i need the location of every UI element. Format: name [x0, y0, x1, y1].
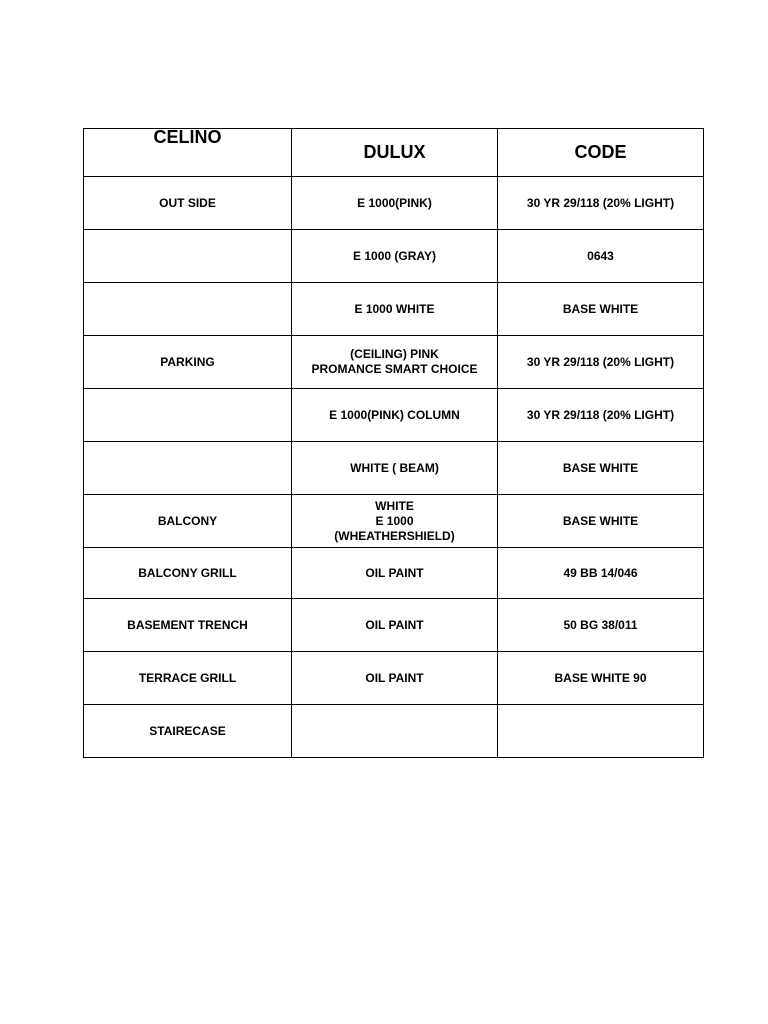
cell-dulux-line: E 1000(PINK) COLUMN — [329, 407, 460, 422]
cell-dulux-line: OIL PAINT — [365, 617, 424, 632]
cell-code: 30 YR 29/118 (20% LIGHT) — [498, 177, 704, 230]
table-row — [84, 177, 704, 230]
cell-dulux-line: E 1000(PINK) — [357, 195, 432, 210]
cell-code: BASE WHITE — [498, 495, 704, 548]
cell-celino: TERRACE GRILL — [84, 652, 292, 705]
cell-dulux-line: OIL PAINT — [365, 565, 424, 580]
table-row — [84, 652, 704, 705]
cell-dulux — [292, 705, 498, 758]
cell-celino — [84, 230, 292, 283]
cell-celino: STAIRECASE — [84, 705, 292, 758]
cell-celino — [84, 442, 292, 495]
table-row — [84, 230, 704, 283]
cell-dulux — [292, 442, 498, 495]
header-dulux: DULUX — [292, 129, 498, 177]
cell-dulux — [292, 495, 498, 548]
cell-dulux-line: E 1000 WHITE — [354, 301, 435, 316]
cell-dulux-line: (WHEATHERSHIELD) — [334, 528, 455, 543]
table-header-row — [84, 129, 704, 177]
cell-dulux-line: E 1000 (GRAY) — [353, 248, 436, 263]
cell-dulux-line: OIL PAINT — [365, 670, 424, 685]
cell-dulux — [292, 652, 498, 705]
cell-dulux — [292, 389, 498, 442]
cell-dulux — [292, 599, 498, 652]
cell-celino — [84, 389, 292, 442]
table-row — [84, 389, 704, 442]
cell-code: BASE WHITE — [498, 283, 704, 336]
cell-dulux — [292, 336, 498, 389]
header-celino: CELINO — [84, 129, 292, 177]
header-code: CODE — [498, 129, 704, 177]
cell-celino: BASEMENT TRENCH — [84, 599, 292, 652]
cell-code: 0643 — [498, 230, 704, 283]
cell-dulux-line: PROMANCE SMART CHOICE — [311, 362, 478, 376]
cell-code: 49 BB 14/046 — [498, 548, 704, 599]
cell-dulux-line: WHITE — [375, 498, 414, 513]
cell-code — [498, 705, 704, 758]
cell-code: 30 YR 29/118 (20% LIGHT) — [498, 336, 704, 389]
cell-celino: BALCONY GRILL — [84, 548, 292, 599]
cell-celino: BALCONY — [84, 495, 292, 548]
table-row — [84, 495, 704, 548]
table-row — [84, 336, 704, 389]
cell-celino — [84, 283, 292, 336]
table-row — [84, 548, 704, 599]
table-row — [84, 599, 704, 652]
cell-dulux — [292, 548, 498, 599]
cell-dulux — [292, 177, 498, 230]
cell-dulux — [292, 283, 498, 336]
cell-code: 30 YR 29/118 (20% LIGHT) — [498, 389, 704, 442]
table-row — [84, 705, 704, 758]
cell-dulux-line: WHITE ( BEAM) — [350, 460, 439, 475]
cell-dulux — [292, 230, 498, 283]
cell-celino: OUT SIDE — [84, 177, 292, 230]
cell-code: 50 BG 38/011 — [498, 599, 704, 652]
cell-celino: PARKING — [84, 336, 292, 389]
cell-code: BASE WHITE 90 — [498, 652, 704, 705]
table-row — [84, 442, 704, 495]
paint-schedule-table — [83, 128, 704, 758]
cell-dulux-line: E 1000 — [375, 513, 414, 528]
cell-code: BASE WHITE — [498, 442, 704, 495]
cell-dulux-line: (CEILING) PINK — [350, 347, 439, 361]
table-row — [84, 283, 704, 336]
